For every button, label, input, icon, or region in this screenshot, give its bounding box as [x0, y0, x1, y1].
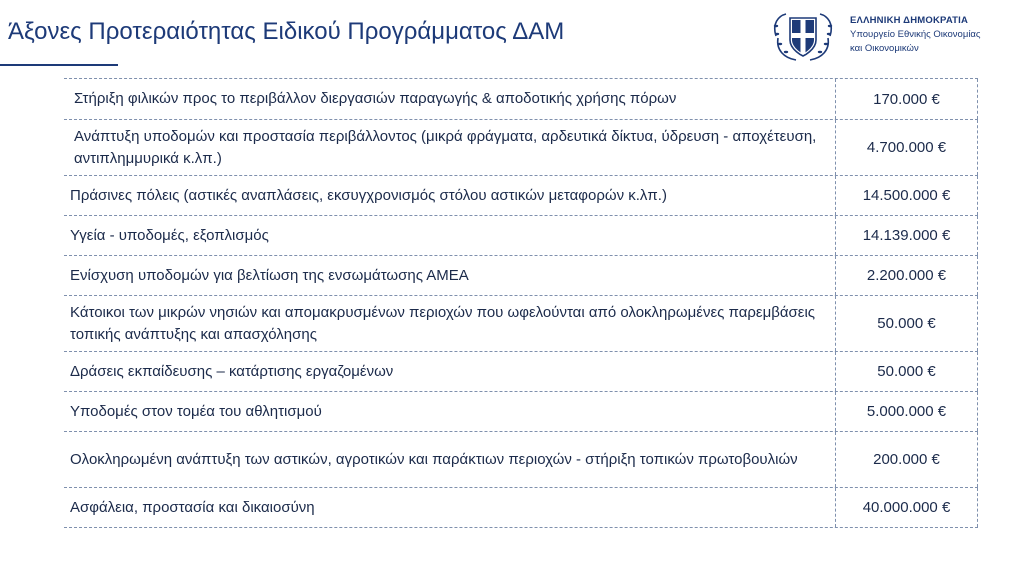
axis-description: Στήριξη φιλικών προς το περιβάλλον διεργασιών παραγωγής & αποδοτικής χρήσης πόρων [64, 79, 836, 119]
table-row [64, 488, 978, 528]
table-row [64, 392, 978, 432]
axis-budget: 170.000 € [836, 79, 978, 119]
table-row [64, 432, 978, 488]
axis-description: Κάτοικοι των μικρών νησιών και απομακρυσμένων περιοχών που ωφελούνται από ολοκληρωμένες παρεμβάσεις τοπικής ανάπτυξης και απασχόλησης [64, 296, 836, 351]
axis-budget: 50.000 € [836, 296, 978, 351]
axis-description: Ανάπτυξη υποδομών και προστασία περιβάλλοντος (μικρά φράγματα, αρδευτικά δίκτυα, ύδρευση - αποχέτευση, αντιπλημμυρικά κ.λπ.) [64, 120, 836, 175]
axis-budget: 200.000 € [836, 432, 978, 487]
axis-budget: 40.000.000 € [836, 488, 978, 527]
priority-axes-table [64, 78, 978, 528]
axis-budget: 4.700.000 € [836, 120, 978, 175]
axis-description: Δράσεις εκπαίδευσης – κατάρτισης εργαζομένων [64, 352, 836, 391]
table-row [64, 78, 978, 120]
axis-description: Υποδομές στον τομέα του αθλητισμού [64, 392, 836, 431]
title-underline [0, 64, 118, 66]
axis-description: Ολοκληρωμένη ανάπτυξη των αστικών, αγροτικών και παράκτιων περιοχών - στήριξη τοπικών πρωτοβουλιών [64, 432, 836, 487]
organization-label [850, 14, 981, 56]
ministry-name-line1: Υπουργείο Εθνικής Οικονομίας [850, 29, 981, 40]
axis-budget: 2.200.000 € [836, 256, 978, 295]
page-title: Άξονες Προτεραιότητας Ειδικού Προγράμματος ΔΑΜ [8, 18, 565, 45]
table-row [64, 296, 978, 352]
table-row [64, 352, 978, 392]
axis-description: Υγεία - υποδομές, εξοπλισμός [64, 216, 836, 255]
table-row [64, 216, 978, 256]
ministry-name-line2: και Οικονομικών [850, 43, 919, 54]
table-row [64, 176, 978, 216]
axis-budget: 5.000.000 € [836, 392, 978, 431]
axis-budget: 14.500.000 € [836, 176, 978, 215]
axis-budget: 14.139.000 € [836, 216, 978, 255]
axis-description: Πράσινες πόλεις (αστικές αναπλάσεις, εκσυγχρονισμός στόλου αστικών μεταφορών κ.λπ.) [64, 176, 836, 215]
table-row [64, 120, 978, 176]
org-name: ΕΛΛΗΝΙΚΗ ΔΗΜΟΚΡΑΤΙΑ [850, 15, 969, 26]
greek-coat-of-arms-icon [766, 10, 840, 62]
axis-description: Ασφάλεια, προστασία και δικαιοσύνη [64, 488, 836, 527]
axis-budget: 50.000 € [836, 352, 978, 391]
axis-description: Ενίσχυση υποδομών για βελτίωση της ενσωμάτωσης ΑΜΕΑ [64, 256, 836, 295]
table-row [64, 256, 978, 296]
